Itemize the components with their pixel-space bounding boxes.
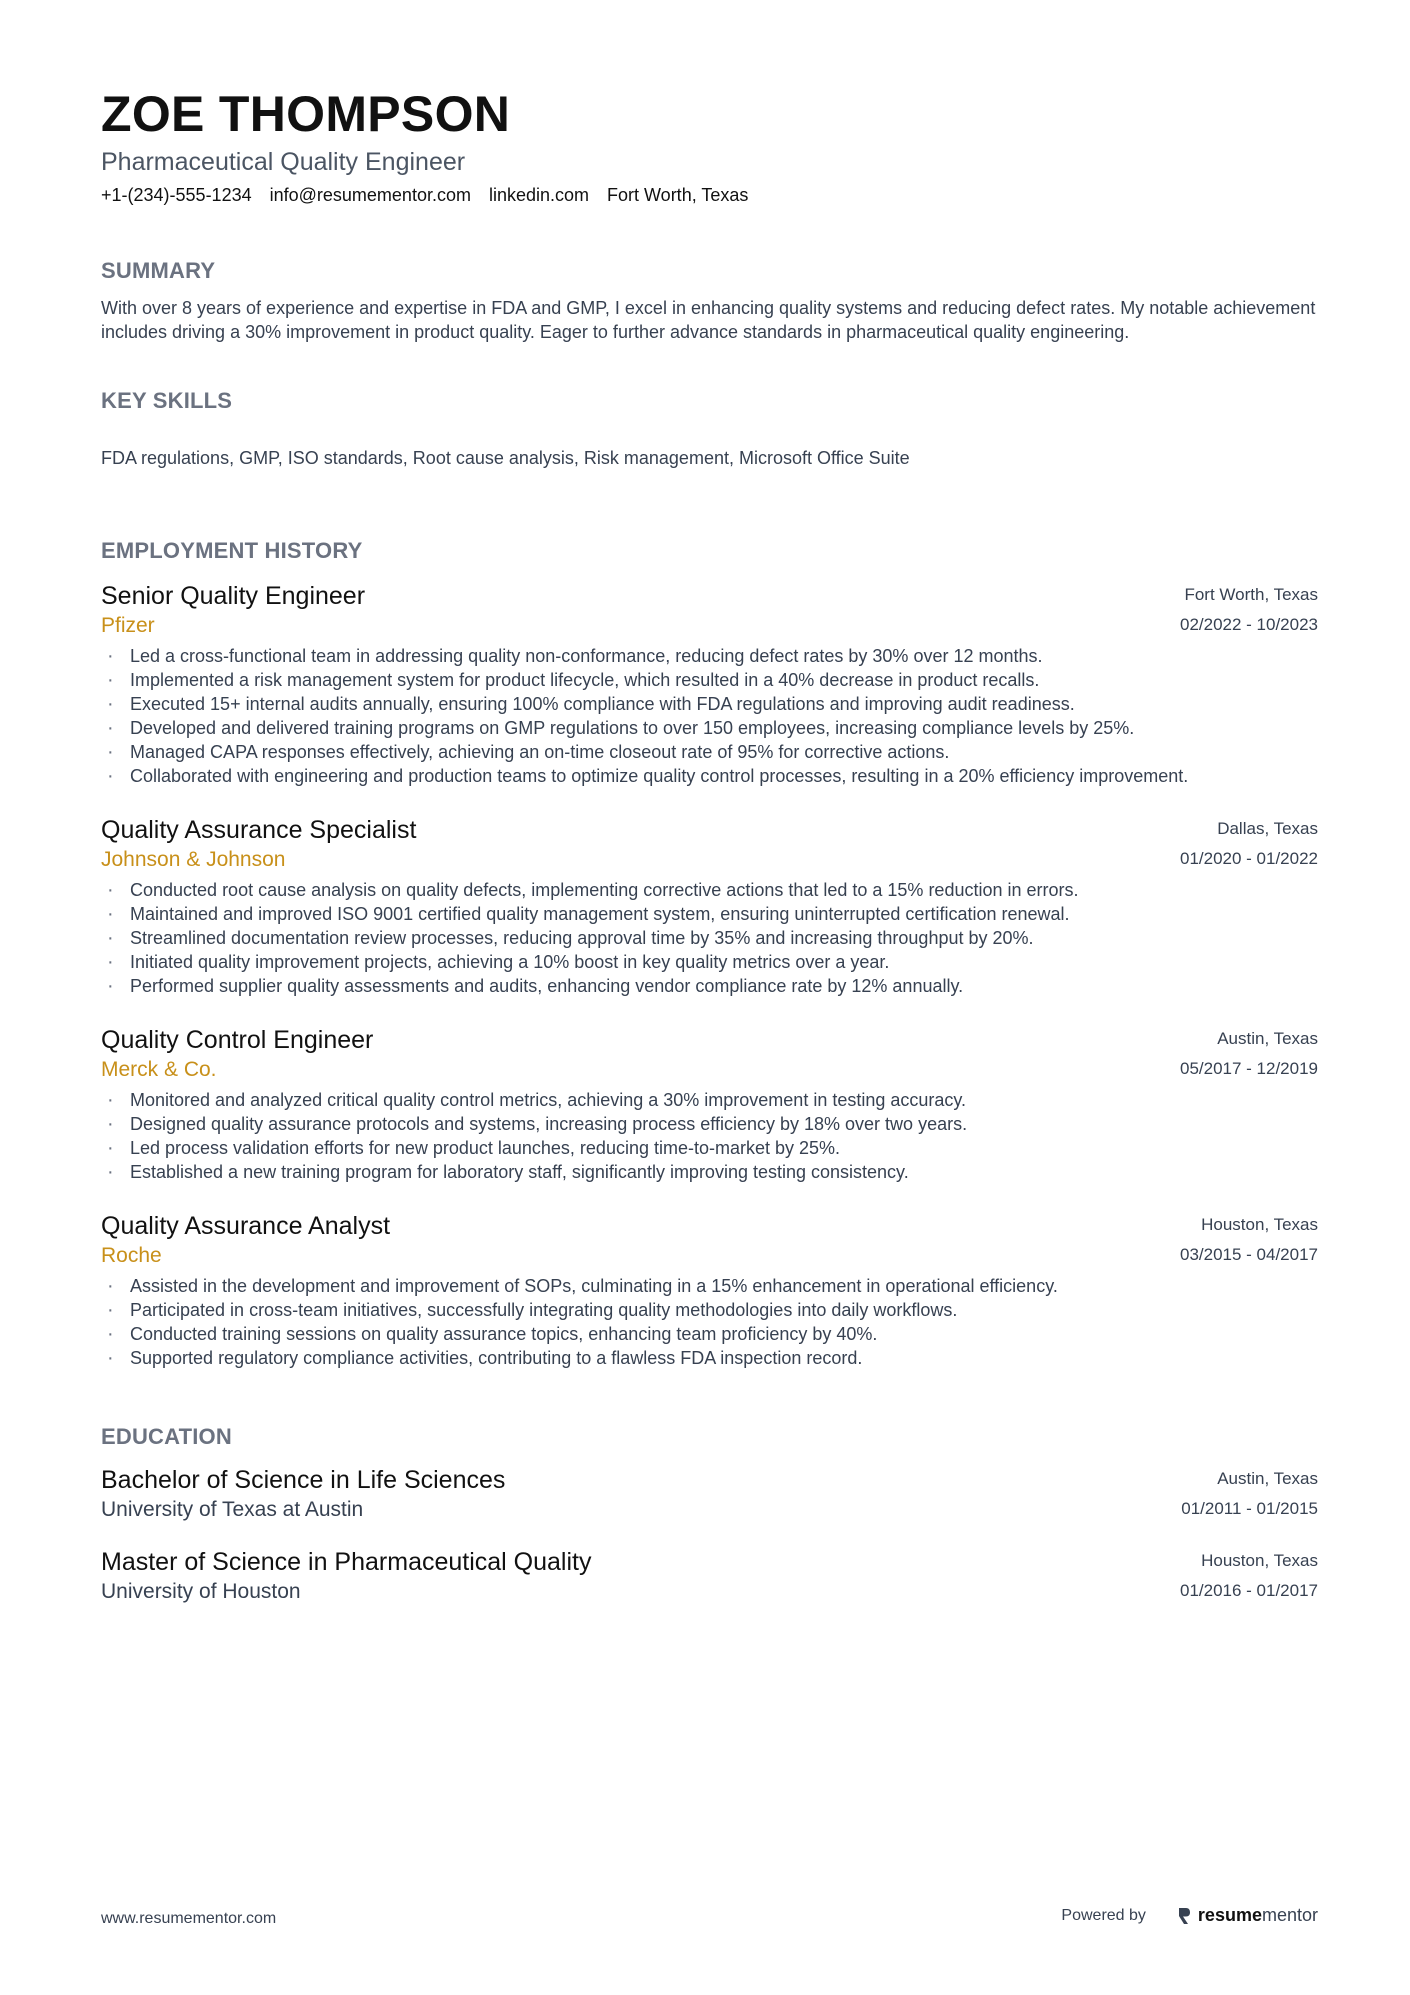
job-dates: 05/2017 - 12/2019 (1179, 1059, 1318, 1078)
skills-text: FDA regulations, GMP, ISO standards, Root cause analysis, Risk management, Microsoft Office Suite (101, 448, 910, 468)
job-header (101, 1024, 1318, 1084)
job-dates: 01/2020 - 01/2022 (1179, 849, 1318, 868)
job-company: Pfizer (101, 614, 155, 637)
job-bullet: · Led process validation efforts for new product launches, reducing time-to-market by 25%. (101, 1136, 1318, 1160)
job-location: Dallas, Texas (1217, 819, 1318, 838)
footer-website[interactable]: www.resumementor.com (101, 1910, 277, 1927)
powered-by-label: Powered by (1061, 1906, 1146, 1924)
resume-header (101, 84, 1318, 208)
job-bullet: · Maintained and improved ISO 9001 certified quality management system, ensuring uninterrupted certification renewal. (101, 902, 1318, 926)
skills-heading: KEY SKILLS (101, 388, 233, 413)
education-degree: Bachelor of Science in Life Sciences (101, 1466, 506, 1494)
job-location: Houston, Texas (1201, 1215, 1318, 1234)
job-dates: 03/2015 - 04/2017 (1179, 1245, 1318, 1264)
job-entry (101, 1024, 1318, 1184)
education-dates: 01/2016 - 01/2017 (1179, 1581, 1318, 1600)
job-bullet: · Streamlined documentation review processes, reducing approval time by 35% and increasing throughput by 20%. (101, 926, 1318, 950)
resume-page (101, 84, 1318, 1606)
summary-text: With over 8 years of experience and expertise in FDA and GMP, I excel in enhancing quality systems and reducing defect rates. My notable achievement includes driving a 30% improvement in product quality. Eager to further advance standards in pharmaceutical quality engineering. (101, 298, 1316, 342)
job-bullet: · Executed 15+ internal audits annually, ensuring 100% compliance with FDA regulations and improving audit readiness. (101, 692, 1318, 716)
skills-section (101, 386, 1318, 470)
job-bullet: · Monitored and analyzed critical quality control metrics, achieving a 30% improvement in testing accuracy. (101, 1088, 1318, 1112)
education-dates: 01/2011 - 01/2015 (1181, 1499, 1318, 1518)
contact-email[interactable]: info@resumementor.com (269, 185, 471, 205)
education-header (101, 1546, 1318, 1606)
summary-section (101, 256, 1318, 344)
candidate-name: ZOE THOMPSON (101, 86, 511, 142)
job-bullet: · Performed supplier quality assessments and audits, enhancing vendor compliance rate by 12% annually. (101, 974, 1318, 998)
job-bullet: · Led a cross-functional team in addressing quality non-conformance, reducing defect rates by 30% over 12 months. (101, 644, 1318, 668)
job-company: Johnson & Johnson (101, 848, 286, 871)
job-company: Merck & Co. (101, 1058, 217, 1081)
employment-section (101, 536, 1318, 1370)
job-header (101, 1210, 1318, 1270)
job-bullet: · Assisted in the development and improvement of SOPs, culminating in a 15% enhancement in operational efficiency. (101, 1274, 1318, 1298)
education-entry (101, 1464, 1318, 1524)
contact-phone: +1-(234)-555-1234 (101, 185, 252, 205)
summary-heading: SUMMARY (101, 258, 216, 283)
job-bullet: · Conducted root cause analysis on quality defects, implementing corrective actions that led to a 15% reduction in errors. (101, 878, 1318, 902)
job-bullet: · Conducted training sessions on quality assurance topics, enhancing team proficiency by 40%. (101, 1322, 1318, 1346)
job-entry (101, 1210, 1318, 1370)
job-dates: 02/2022 - 10/2023 (1179, 615, 1318, 634)
education-school: University of Houston (101, 1580, 301, 1603)
job-bullet: · Developed and delivered training programs on GMP regulations to over 150 employees, increasing compliance levels by 25%. (101, 716, 1318, 740)
education-location: Austin, Texas (1217, 1469, 1318, 1488)
job-bullet: · Implemented a risk management system for product lifecycle, which resulted in a 40% decrease in product recalls. (101, 668, 1318, 692)
brand-name-light: mentor (1261, 1905, 1318, 1925)
job-entry (101, 814, 1318, 998)
job-header (101, 580, 1318, 640)
education-header (101, 1464, 1318, 1524)
job-role: Senior Quality Engineer (101, 582, 366, 610)
employment-heading: EMPLOYMENT HISTORY (101, 538, 363, 563)
education-degree: Master of Science in Pharmaceutical Quality (101, 1548, 592, 1576)
brand-name-bold: resume (1197, 1905, 1262, 1925)
job-role: Quality Control Engineer (101, 1026, 374, 1054)
job-role: Quality Assurance Analyst (101, 1212, 391, 1240)
job-entry (101, 580, 1318, 788)
contact-linkedin[interactable]: linkedin.com (488, 185, 590, 205)
job-header (101, 814, 1318, 874)
education-entry (101, 1546, 1318, 1606)
candidate-title: Pharmaceutical Quality Engineer (101, 148, 466, 176)
education-section (101, 1422, 1318, 1606)
job-role: Quality Assurance Specialist (101, 816, 417, 844)
job-company: Roche (101, 1244, 162, 1267)
job-location: Austin, Texas (1217, 1029, 1318, 1048)
job-bullet: · Managed CAPA responses effectively, achieving an on-time closeout rate of 95% for corrective actions. (101, 740, 1318, 764)
job-bullet: · Established a new training program for laboratory staff, significantly improving testing consistency. (101, 1160, 1318, 1184)
footer-branding (1061, 1905, 1318, 1926)
education-location: Houston, Texas (1201, 1551, 1318, 1570)
education-school: University of Texas at Austin (101, 1498, 364, 1521)
job-bullet: · Initiated quality improvement projects, achieving a 10% boost in key quality metrics over a year. (101, 950, 1318, 974)
job-bullets (101, 1088, 1318, 1184)
job-bullets (101, 1274, 1318, 1370)
job-bullet: · Designed quality assurance protocols and systems, increasing process efficiency by 18% over two years. (101, 1112, 1318, 1136)
job-location: Fort Worth, Texas (1184, 585, 1318, 604)
brand-logo[interactable] (1176, 1905, 1318, 1926)
resumementor-logo-icon (1176, 1906, 1192, 1926)
contact-location: Fort Worth, Texas (607, 185, 749, 205)
education-heading: EDUCATION (101, 1424, 232, 1449)
job-bullets (101, 644, 1318, 788)
job-bullet: · Participated in cross-team initiatives, successfully integrating quality methodologies into daily workflows. (101, 1298, 1318, 1322)
job-bullets (101, 878, 1318, 998)
job-bullet: · Supported regulatory compliance activities, contributing to a flawless FDA inspection record. (101, 1346, 1318, 1370)
contact-line (101, 182, 1318, 208)
job-bullet: · Collaborated with engineering and production teams to optimize quality control processes, resulting in a 20% efficiency improvement. (101, 764, 1318, 788)
